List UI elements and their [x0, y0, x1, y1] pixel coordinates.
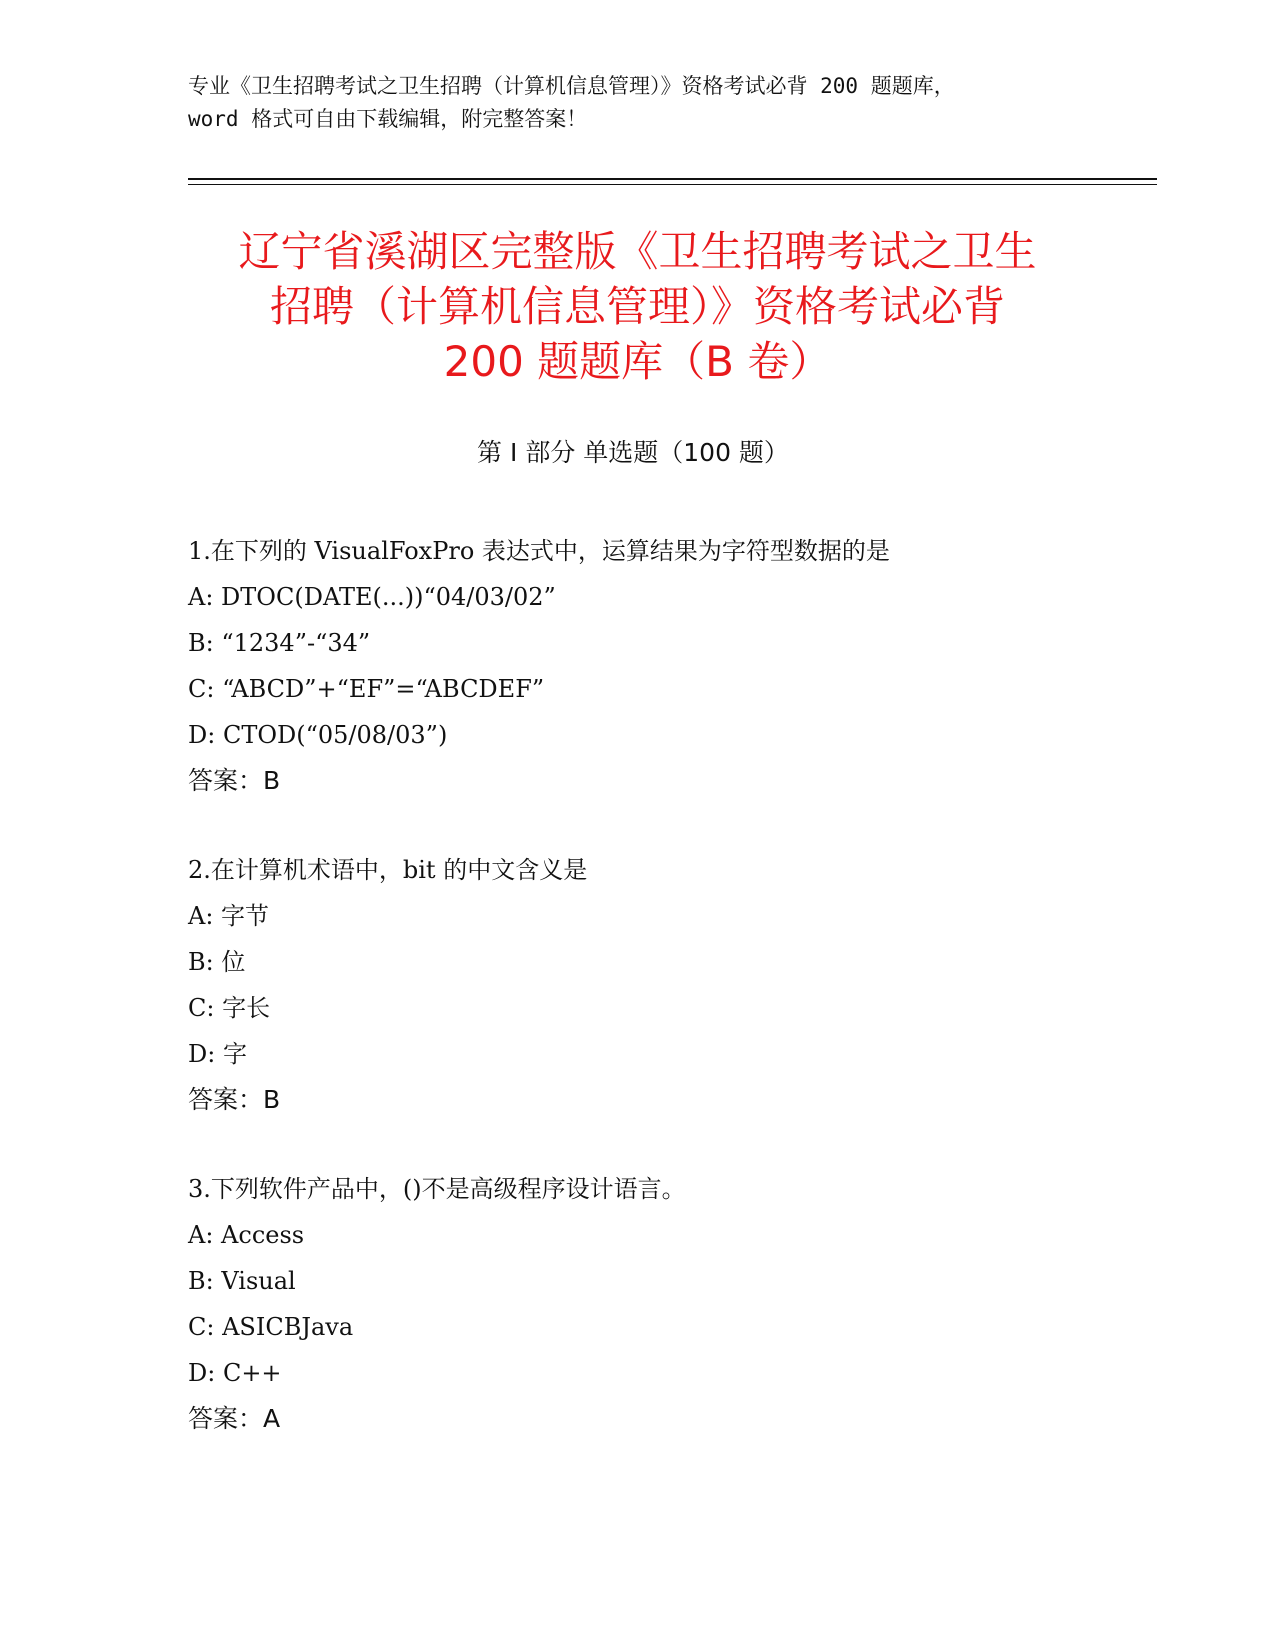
answer-line: 答案：A [188, 1404, 281, 1433]
option-d: D: C++ [188, 1359, 282, 1387]
option-c: C: ASICBJava [188, 1313, 354, 1341]
document-title-line: 招聘（计算机信息管理）》资格考试必背 [269, 282, 1005, 331]
option-d: D: CTOD(“05/08/03”) [188, 721, 448, 749]
header-note-line: 专业《卫生招聘考试之卫生招聘（计算机信息管理）》资格考试必背 200 题题库， [188, 74, 955, 98]
header-note [188, 70, 1088, 136]
header-divider [188, 178, 1157, 180]
question-item [188, 1166, 1148, 1442]
option-a: A: 字节 [188, 902, 270, 930]
header-note-line: word 格式可自由下载编辑，附完整答案！ [188, 107, 588, 131]
question-stem: 3.下列软件产品中，()不是高级程序设计语言。 [188, 1175, 686, 1203]
option-a: A: Access [188, 1221, 305, 1249]
option-b: B: “1234”-“34” [188, 629, 371, 657]
answer-line: 答案：B [188, 1085, 281, 1114]
document-title [120, 224, 1155, 389]
question-item [188, 528, 1148, 804]
question-item [188, 847, 1148, 1123]
option-c: C: 字长 [188, 994, 271, 1022]
option-a: A: DTOC(DATE(...))“04/03/02” [188, 583, 556, 611]
option-b: B: 位 [188, 948, 246, 976]
header-divider-thin [188, 184, 1157, 185]
answer-line: 答案：B [188, 766, 281, 795]
document-title-line: 辽宁省溪湖区完整版《卫生招聘考试之卫生 [238, 227, 1037, 276]
question-list [188, 528, 1148, 1485]
option-d: D: 字 [188, 1040, 247, 1068]
question-stem: 1.在下列的 VisualFoxPro 表达式中，运算结果为字符型数据的是 [188, 537, 890, 565]
option-c: C: “ABCD”+“EF”=“ABCDEF” [188, 675, 545, 703]
option-b: B: Visual [188, 1267, 296, 1295]
section-heading: 第 I 部分 单选题（100 题） [477, 438, 789, 467]
question-stem: 2.在计算机术语中，bit 的中文含义是 [188, 856, 588, 884]
document-title-line: 200 题题库（B 卷） [443, 337, 832, 386]
